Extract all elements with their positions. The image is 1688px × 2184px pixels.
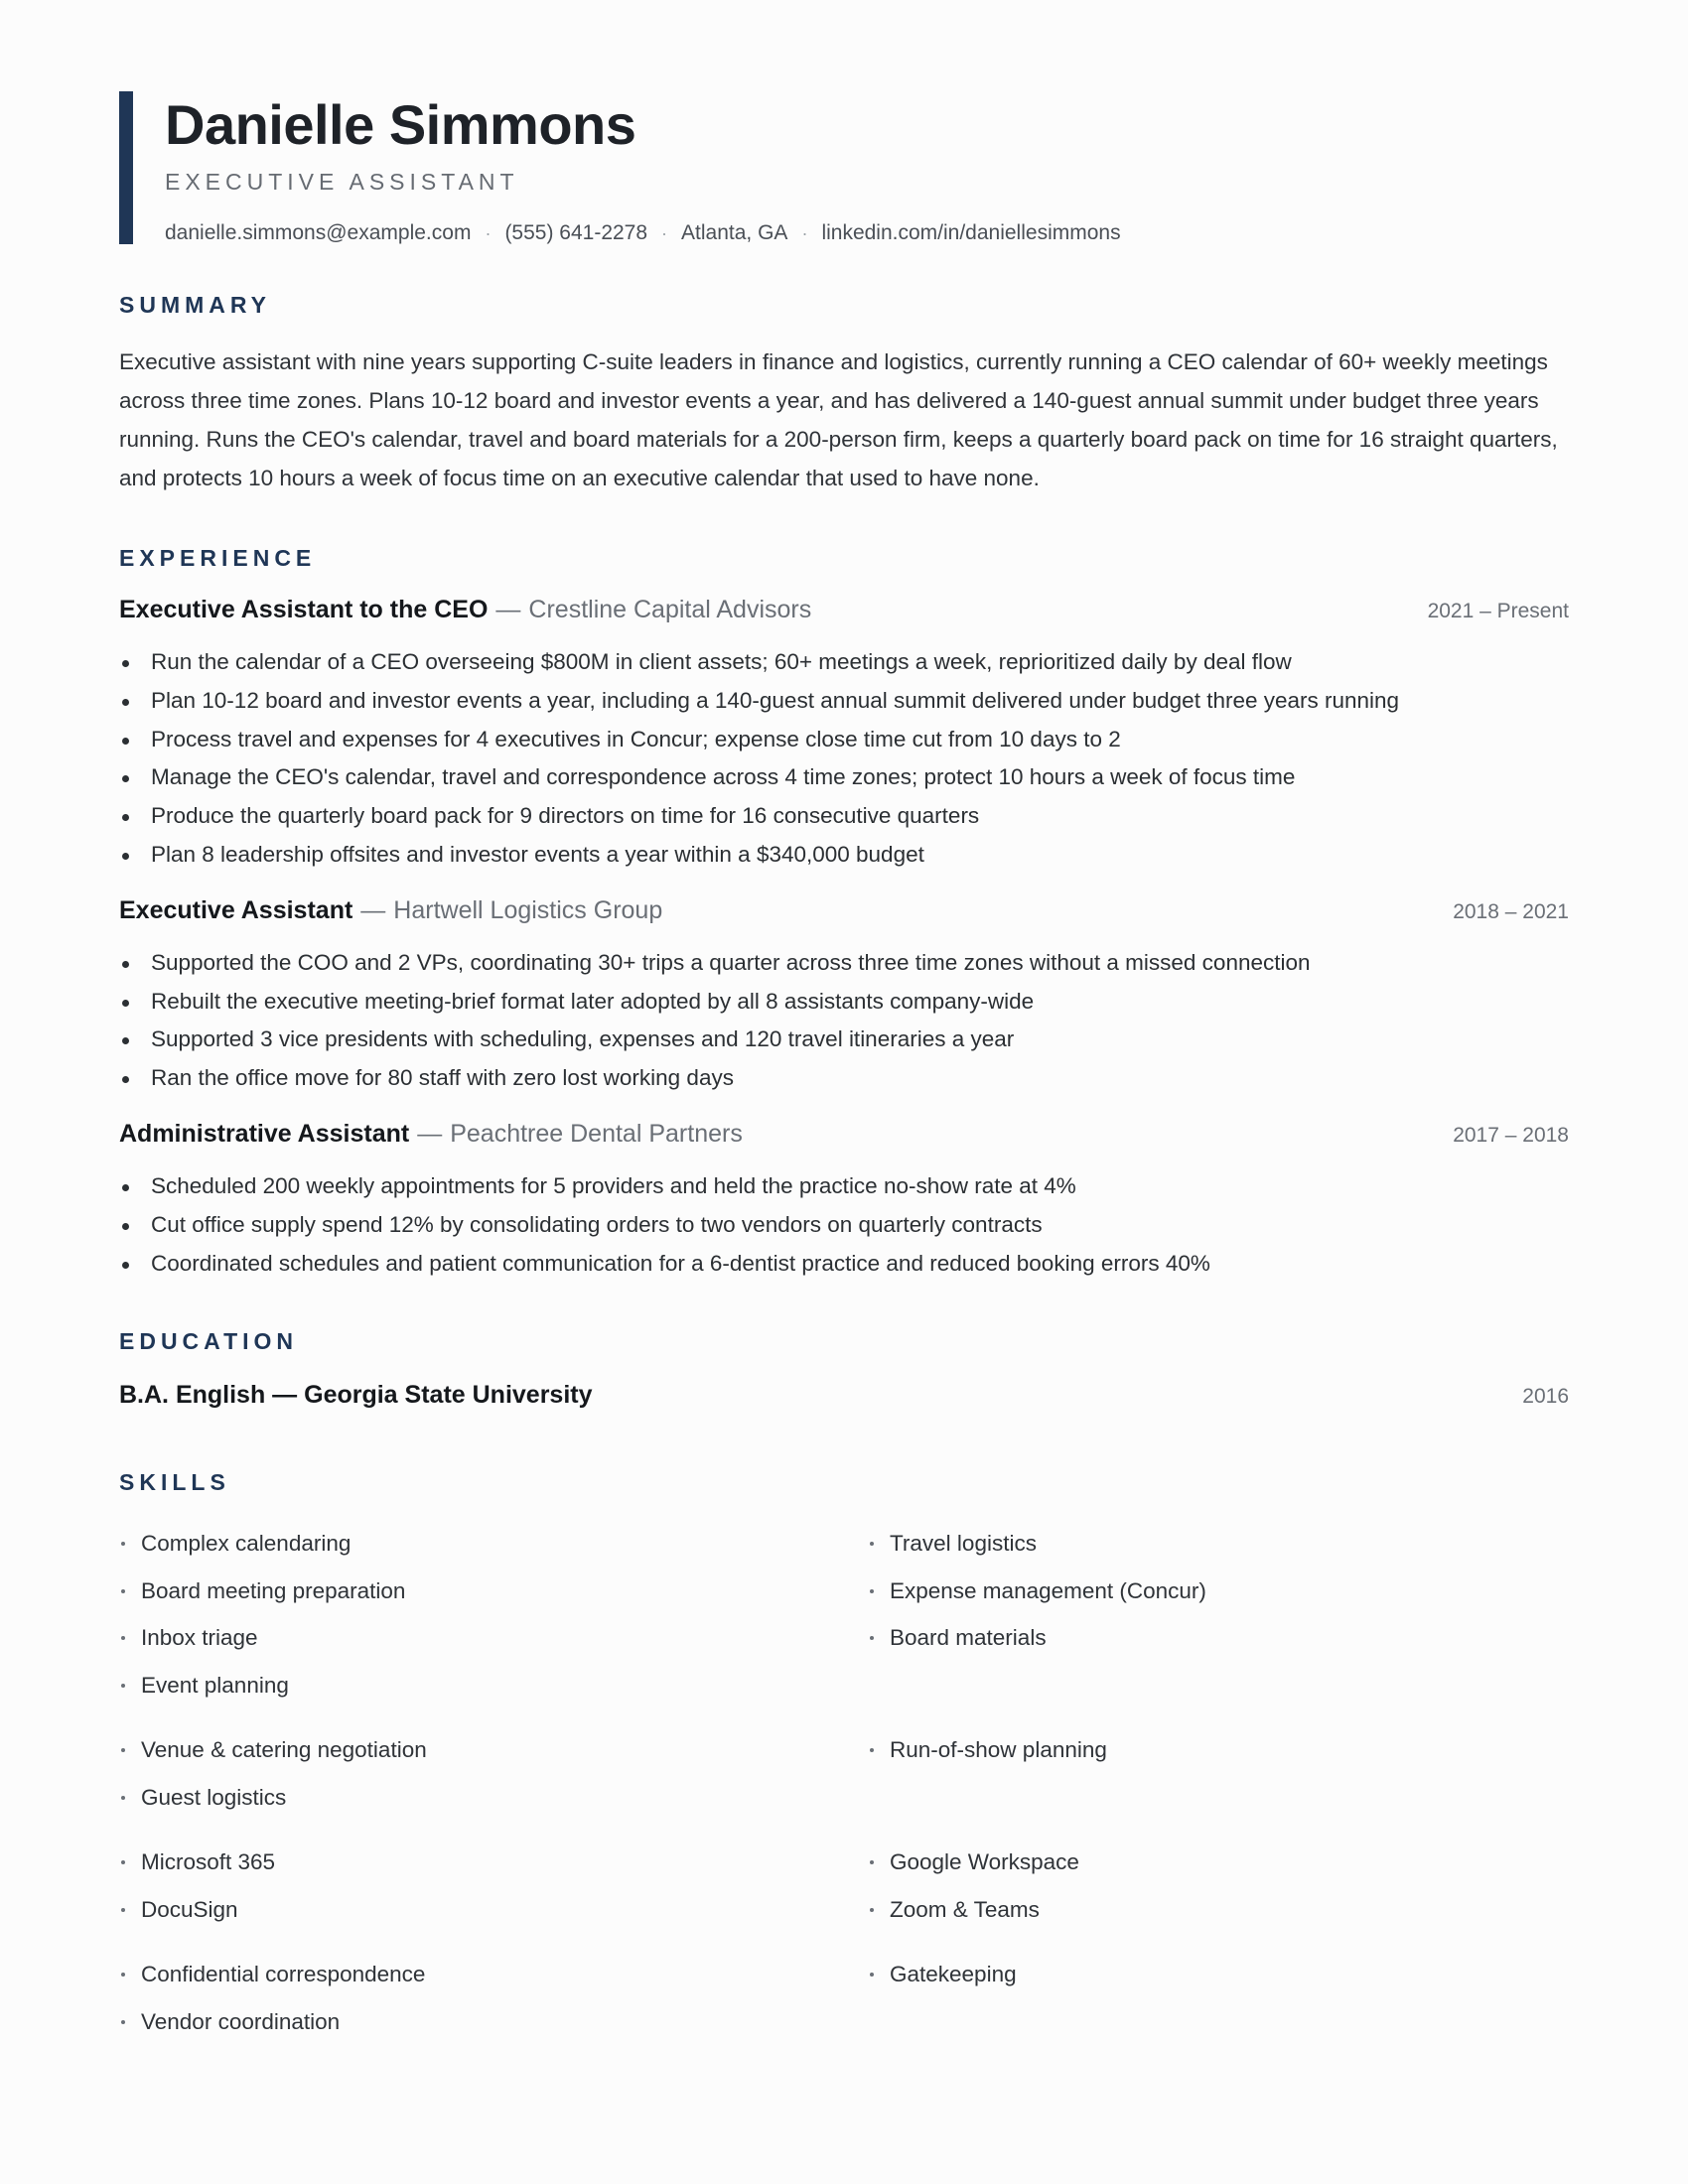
contact-email[interactable]: danielle.simmons@example.com [165,221,472,244]
job-title-line [119,1120,743,1149]
education-heading: EDUCATION [119,1328,299,1355]
skill-item: Run-of-show planning [868,1726,1569,1774]
skill-column-left [119,1839,868,1933]
skill-item: Complex calendaring [119,1520,868,1568]
skill-group [119,1520,1569,1708]
summary-text: Executive assistant with nine years supporting C-suite leaders in finance and logistics, currently running a CEO calendar of 60+ weekly meetings across three time zones. Plans 10-12 board and investor events a year, and has delivered a 140-guest annual summit under budget three years running. Runs the CEO's calendar, travel and board materials for a 200-person firm, keeps a quarterly board pack on time for 16 straight quarters, and protects 10 hours a week of focus time on an executive calendar that used to have none. [119,349,1558,490]
education-year: 2016 [1522,1385,1569,1409]
job-bullet: Produce the quarterly board pack for 9 directors on time for 16 consecutive quarters [119,797,1569,836]
job-title-line [119,896,662,925]
skill-item: Board meeting preparation [119,1568,868,1615]
job-dash: — [360,895,386,924]
skill-item: DocuSign [119,1886,868,1934]
job-bullet: Plan 10-12 board and investor events a year, including a 140-guest annual summit delivered under budget three years running [119,682,1569,721]
job-role: Administrative Assistant [119,1119,410,1148]
skill-group [119,1951,1569,2045]
job-dash: — [417,1119,443,1148]
summary-heading: SUMMARY [119,292,271,318]
job-title-line [119,596,811,624]
job-header [119,596,1569,635]
contact-separator: · [485,222,492,243]
job-bullets [119,944,1569,1098]
job-role: Executive Assistant to the CEO [119,596,489,623]
job-bullet: Run the calendar of a CEO overseeing $800M in client assets; 60+ meetings a week, reprioritized daily by deal flow [119,643,1569,682]
job-entry [119,1120,1569,1283]
job-dash: — [495,596,521,623]
skill-item: Vendor coordination [119,1998,868,2046]
resume-page [119,91,1569,2063]
skill-item: Venue & catering negotiation [119,1726,868,1774]
skills-heading: SKILLS [119,1469,230,1496]
skill-item: Confidential correspondence [119,1951,868,1998]
contact-separator: · [661,222,668,243]
job-dates: 2018 – 2021 [1453,899,1569,923]
job-bullet: Rebuilt the executive meeting-brief format later adopted by all 8 assistants company-wide [119,983,1569,1022]
skill-item: Board materials [868,1614,1569,1662]
job-dates: 2021 – Present [1427,600,1569,622]
experience-heading: EXPERIENCE [119,545,317,571]
job-bullet: Supported 3 vice presidents with scheduling, expenses and 120 travel itineraries a year [119,1021,1569,1059]
job-bullet: Supported the COO and 2 VPs, coordinating 30+ trips a quarter across three time zones without a missed connection [119,944,1569,983]
skill-item: Travel logistics [868,1520,1569,1568]
skill-column-left [119,1951,868,2045]
job-bullets [119,643,1569,875]
contact-separator: · [801,222,808,243]
job-dates: 2017 – 2018 [1453,1123,1569,1147]
accent-bar [119,91,133,244]
contact-phone: (555) 641-2278 [504,221,648,244]
skill-item: Inbox triage [119,1614,868,1662]
skill-column-right [868,1726,1569,1821]
job-company: Crestline Capital Advisors [528,596,812,623]
skill-item: Guest logistics [119,1774,868,1822]
skill-column-right [868,1839,1569,1933]
job-bullets [119,1167,1569,1283]
job-header [119,1120,1569,1160]
candidate-name: Danielle Simmons [165,93,636,156]
education-degree: B.A. English — Georgia State University [119,1381,593,1410]
skill-item: Zoom & Teams [868,1886,1569,1934]
resume-header [119,91,1569,244]
job-entry [119,896,1569,1098]
job-bullet: Cut office supply spend 12% by consolidating orders to two vendors on quarterly contracts [119,1206,1569,1245]
skill-item: Event planning [119,1662,868,1709]
skills-grid [119,1520,1569,2045]
contact-line [165,221,1569,245]
skill-item: Expense management (Concur) [868,1568,1569,1615]
job-bullet: Coordinated schedules and patient communication for a 6-dentist practice and reduced booking errors 40% [119,1245,1569,1284]
skill-item: Microsoft 365 [119,1839,868,1886]
skill-column-left [119,1726,868,1821]
contact-location: Atlanta, GA [681,221,788,244]
job-company: Hartwell Logistics Group [393,895,663,924]
job-entry [119,596,1569,875]
job-company: Peachtree Dental Partners [450,1119,743,1148]
job-bullet: Plan 8 leadership offsites and investor events a year within a $340,000 budget [119,836,1569,875]
candidate-title: EXECUTIVE ASSISTANT [165,169,519,195]
job-header [119,896,1569,936]
skill-column-left [119,1520,868,1708]
skill-column-right [868,1951,1569,2045]
skill-group [119,1839,1569,1933]
job-bullet: Process travel and expenses for 4 executives in Concur; expense close time cut from 10 days to 2 [119,721,1569,759]
contact-linkedin[interactable]: linkedin.com/in/daniellesimmons [821,221,1121,244]
skill-item: Gatekeeping [868,1951,1569,1998]
job-bullet: Ran the office move for 80 staff with zero lost working days [119,1059,1569,1098]
skill-column-right [868,1520,1569,1708]
skill-item: Google Workspace [868,1839,1569,1886]
job-role: Executive Assistant [119,895,353,924]
experience-list [119,596,1569,1283]
job-bullet: Scheduled 200 weekly appointments for 5 providers and held the practice no-show rate at 4% [119,1167,1569,1206]
job-bullet: Manage the CEO's calendar, travel and correspondence across 4 time zones; protect 10 hours a week of focus time [119,758,1569,797]
education-entry [119,1381,1569,1410]
skill-group [119,1726,1569,1821]
